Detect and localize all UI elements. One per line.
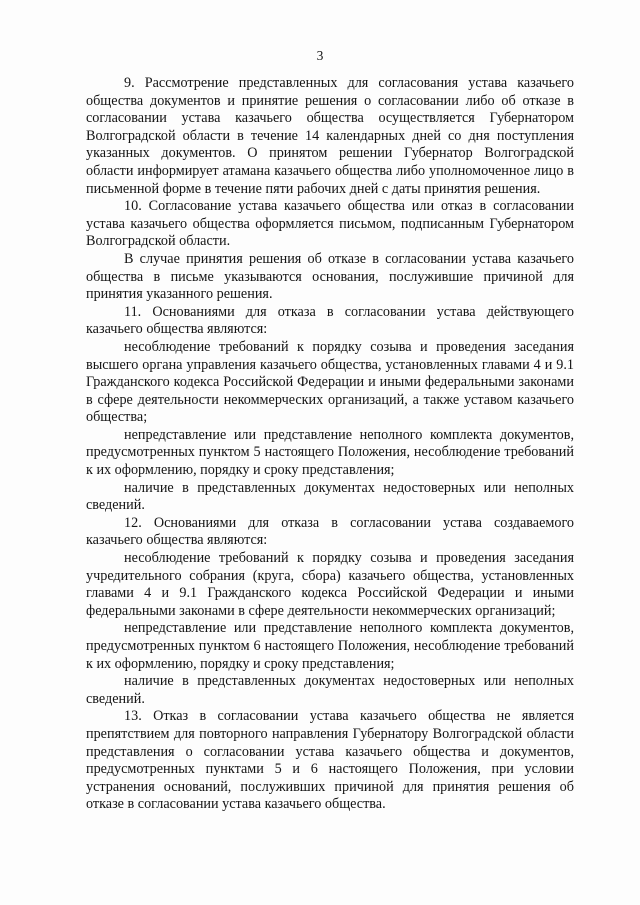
paragraph-item-11-ground-3: наличие в представленных документах недостоверных или неполных сведений. <box>86 479 574 514</box>
paragraph-item-12-ground-3: наличие в представленных документах недостоверных или неполных сведений. <box>86 673 574 707</box>
document-body <box>86 75 574 814</box>
paragraph-refusal-reasons: В случае принятия решения об отказе в согласовании устава казачьего общества в письме указываются основания, послужившие причиной для принятия указанного решения. <box>86 250 574 303</box>
paragraph-item-10: 10. Согласование устава казачьего общества или отказ в согласовании устава казачьего общества оформляется письмом, подписанным Губернатором Волгоградской области. <box>86 198 574 250</box>
paragraph-item-11-ground-1: несоблюдение требований к порядку созыва и проведения заседания высшего органа управления казачьего общества, установленных главами 4 и 9.1 Гражданского кодекса Российской Федерации и иными федеральными законами в сфере деятельности некоммерческих организаций, а также уставом казачьего общества; <box>86 338 574 426</box>
paragraph-item-13: 13. Отказ в согласовании устава казачьего общества не является препятствием для повторного направления Губернатору Волгоградской области представления о согласовании устава казачьего общества и документов, предусмотренных пунктами 5 и 6 настоящего Положения, при условии устранения оснований, послуживших причиной для принятия решения об отказе в согласовании устава казачьего общества. <box>86 708 574 813</box>
page-number: 3 <box>316 48 324 63</box>
paragraph-item-11-ground-2: непредставление или представление неполного комплекта документов, предусмотренных пунктом 5 настоящего Положения, несоблюдение требований к их оформлению, порядку и сроку представления; <box>86 426 574 479</box>
paragraph-item-12-ground-1: несоблюдение требований к порядку созыва и проведения заседания учредительного собрания (круга, сбора) казачьего общества, установленных главами 4 и 9.1 Гражданского кодекса Российской Федерации и иными федеральными законами в сфере деятельности некоммерческих организаций; <box>86 550 574 619</box>
paragraph-item-12: 12. Основаниями для отказа в согласовании устава создаваемого казачьего общества являются: <box>86 514 574 549</box>
paragraph-item-12-ground-2: непредставление или представление неполного комплекта документов, предусмотренных пунктом 6 настоящего Положения, несоблюдение требований к их оформлению, порядку и сроку представления; <box>86 620 574 672</box>
paragraph-item-11: 11. Основаниями для отказа в согласовании устава действующего казачьего общества являются: <box>86 303 574 338</box>
paragraph-item-9: 9. Рассмотрение представленных для согласования устава казачьего общества документов и принятие решения о согласовании либо об отказе в согласовании устава казачьего общества осуществляется Губернатором Волгоградской области в течение 14 календарных дней со дня поступления указанных документов. О принятом решении Губернатор Волгоградской области информирует атамана казачьего общества либо уполномоченное лицо в письменной форме в течение пяти рабочих дней с даты принятия решения. <box>86 75 574 197</box>
